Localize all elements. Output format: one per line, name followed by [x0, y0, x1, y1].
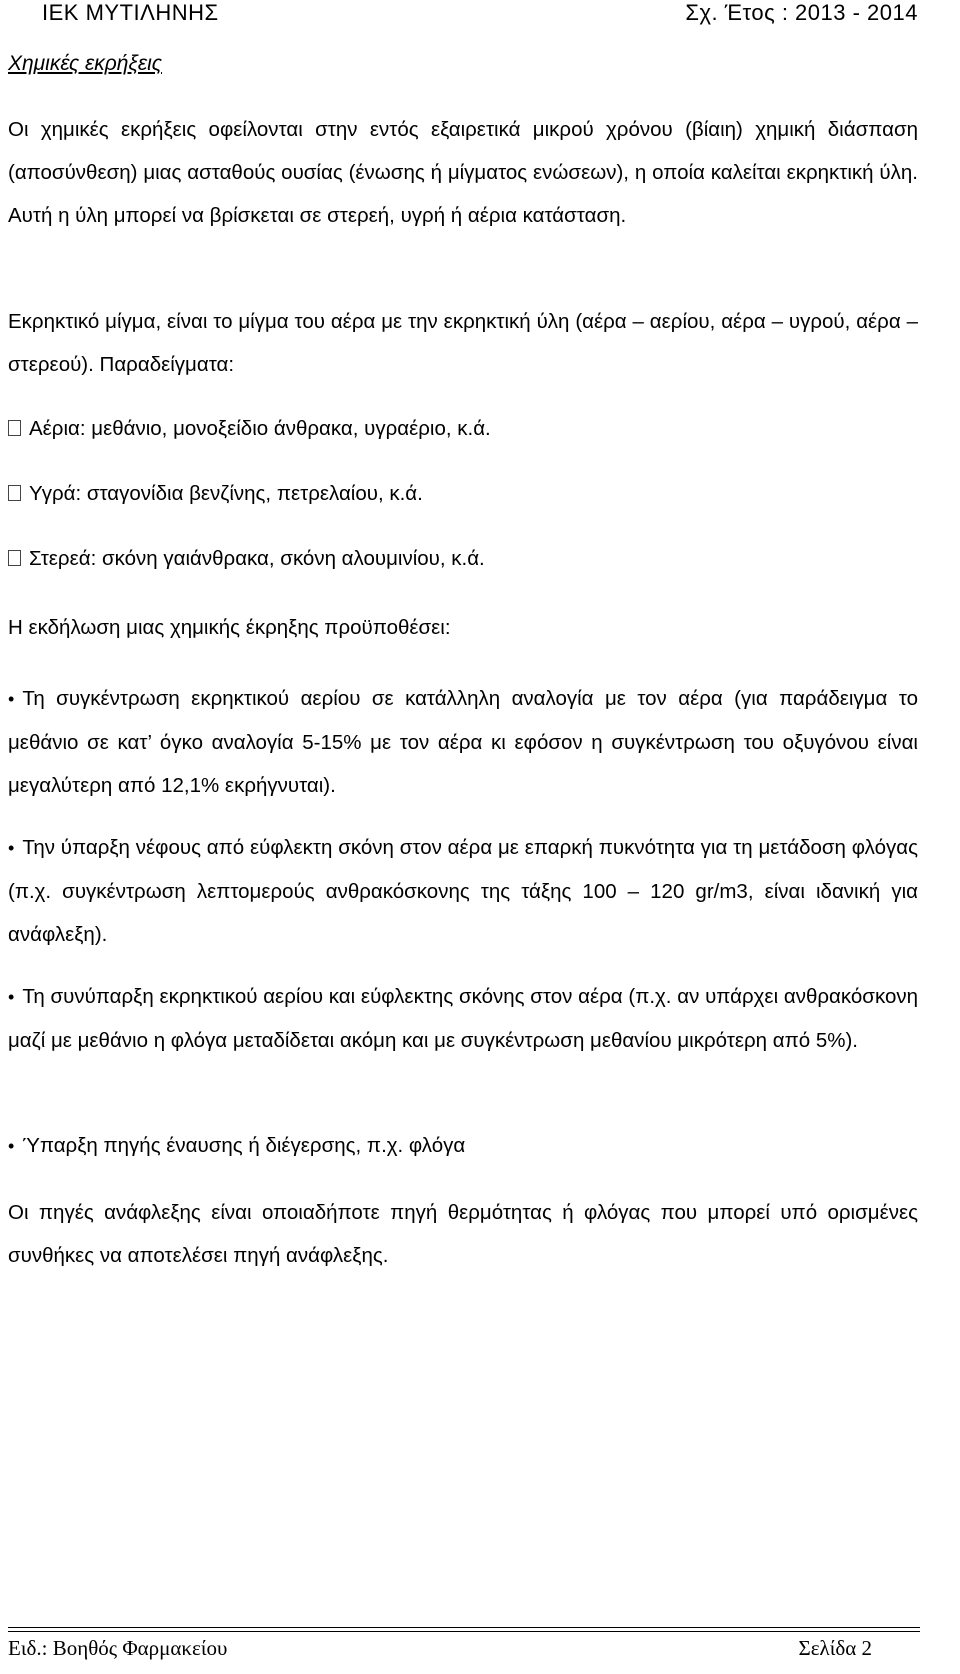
bullet-item-gas-and-dust [8, 975, 918, 1062]
bullet-text: Τη συνύπαρξη εκρηκτικού αερίου και εύφλεκτης σκόνης στον αέρα (π.χ. αν υπάρχει ανθρακόσκονη μαζί με μεθάνιο η φλόγα μεταδίδεται ακόμη και με συγκέντρωση μεθανίου μικρότερη από 5%). [8, 985, 918, 1052]
bullet-dot-icon: • [8, 838, 15, 858]
example-gases-text: Αέρια: μεθάνιο, μονοξείδιο άνθρακα, υγραέριο, κ.ά. [29, 417, 491, 440]
bullet-dot-icon: • [8, 1136, 15, 1156]
example-liquids [8, 472, 918, 515]
header-school-year: Σχ. Έτος : 2013 - 2014 [685, 0, 918, 25]
example-solids-text: Στερεά: σκόνη γαιάνθρακα, σκόνη αλουμινίου, κ.ά. [29, 547, 485, 570]
page-header [42, 0, 918, 28]
section-title: Χημικές εκρήξεις [8, 52, 162, 75]
paragraph-ignition-sources: Οι πηγές ανάφλεξης είναι οποιαδήποτε πηγή θερμότητας ή φλόγας που μπορεί υπό ορισμένες συνθήκες να αποτελέσει πηγή ανάφλεξης. [8, 1201, 918, 1267]
checkbox-bullet-icon [8, 420, 21, 436]
footer-page-number: Σελίδα 2 [798, 1636, 872, 1660]
footer-specialty: Ειδ.: Βοηθός Φαρμακείου [8, 1636, 228, 1660]
example-solids [8, 537, 918, 580]
bullet-text: Την ύπαρξη νέφους από εύφλεκτη σκόνη στον αέρα με επαρκή πυκνότητα για τη μετάδοση φλόγας (π.χ. συγκέντρωση λεπτομερούς ανθρακόσκονης της τάξης 100 – 120 gr/m3, είναι ιδανική για ανάφλεξη). [8, 836, 918, 946]
paragraph-intro: Οι χημικές εκρήξεις οφείλονται στην εντός εξαιρετικά μικρού χρόνου (βίαιη) χημική διάσπαση (αποσύνθεση) μιας ασταθούς ουσίας (ένωσης ή μίγματος ενώσεων), η οποία καλείται εκρηκτική ύλη. Αυτή η ύλη μπορεί να βρίσκεται σε στερεή, υγρή ή αέρια κατάσταση. [8, 118, 918, 227]
bullet-item-ignition-source [8, 1124, 918, 1168]
bullet-dot-icon: • [8, 987, 15, 1007]
bullet-dot-icon: • [8, 689, 15, 709]
header-school: ΙΕΚ ΜΥΤΙΛΗΝΗΣ [42, 0, 219, 25]
bullet-text: Τη συγκέντρωση εκρηκτικού αερίου σε κατάλληλη αναλογία με τον αέρα (για παράδειγμα το μεθάνιο σε κατ’ όγκο αναλογία 5-15% με τον αέρα κι εφόσον η συγκέντρωση του οξυγόνου είναι μεγαλύτερη από 12,1% εκρήγνυται). [8, 687, 918, 797]
bullet-item-gas-concentration [8, 677, 918, 807]
example-liquids-text: Υγρά: σταγονίδια βενζίνης, πετρελαίου, κ.ά. [29, 482, 423, 505]
footer-divider [8, 1631, 920, 1632]
bullet-text: Ύπαρξη πηγής έναυσης ή διέγερσης, π.χ. φλόγα [22, 1134, 466, 1157]
example-gases [8, 407, 918, 450]
paragraph-preconditions: Η εκδήλωση μιας χημικής έκρηξης προϋποθέσει: [8, 616, 451, 639]
checkbox-bullet-icon [8, 550, 21, 566]
footer-divider [8, 1627, 920, 1628]
page-footer [8, 1636, 872, 1661]
checkbox-bullet-icon [8, 485, 21, 501]
bullet-item-dust-cloud [8, 826, 918, 956]
paragraph-explosive-mixture: Εκρηκτικό μίγμα, είναι το μίγμα του αέρα με την εκρηκτική ύλη (αέρα – αερίου, αέρα – υγρού, αέρα – στερεού). Παραδείγματα: [8, 310, 918, 376]
